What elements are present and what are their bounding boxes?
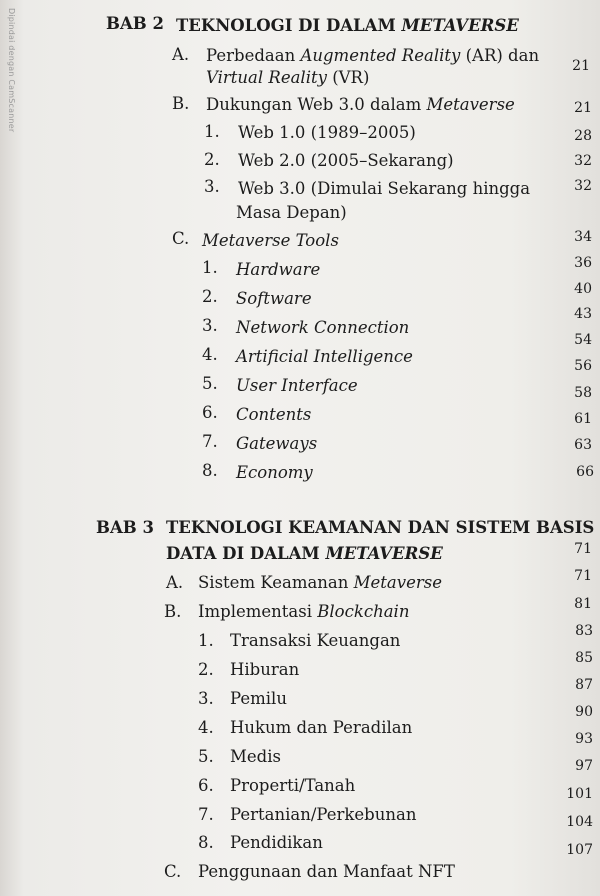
section-3a-page: 71 xyxy=(574,568,592,584)
item-title: Web 1.0 (1989–2005) xyxy=(238,123,416,142)
item-page: 56 xyxy=(574,358,592,374)
section-3a-title: Sistem Keamanan Metaverse xyxy=(198,573,442,592)
section-2b-title: Dukungan Web 3.0 dalam Metaverse xyxy=(206,95,515,114)
item-page: 85 xyxy=(575,650,593,666)
chapter-3-title-line1: TEKNOLOGI KEAMANAN DAN SISTEM BASIS xyxy=(166,518,595,537)
item-number: 5. xyxy=(198,747,214,766)
item-title: Hukum dan Peradilan xyxy=(230,718,413,737)
chapter-3-page: 71 xyxy=(574,541,592,557)
item-page: 36 xyxy=(574,255,592,271)
item-page: 87 xyxy=(575,677,593,693)
section-3b-title: Implementasi Blockchain xyxy=(198,602,410,621)
section-3c-letter: C. xyxy=(164,862,182,881)
item-title: Web 2.0 (2005–Sekarang) xyxy=(238,151,454,170)
item-page: 93 xyxy=(575,731,593,747)
item-title: Software xyxy=(236,289,312,308)
section-2c-page: 34 xyxy=(574,229,592,245)
item-title: Hiburan xyxy=(230,660,300,679)
item-number: 4. xyxy=(202,345,218,364)
item-number: 2. xyxy=(198,660,214,679)
item-number: 7. xyxy=(198,805,214,824)
item-number: 8. xyxy=(198,833,214,852)
item-page: 90 xyxy=(575,704,593,720)
item-page: 58 xyxy=(574,385,592,401)
item-page: 40 xyxy=(574,281,592,297)
section-2a-title-line2: Virtual Reality (VR) xyxy=(206,68,370,87)
item-title: Network Connection xyxy=(236,318,410,337)
item-title: Contents xyxy=(236,405,312,424)
section-3b-page: 81 xyxy=(574,596,592,612)
item-page: 104 xyxy=(566,814,593,830)
item-title: Transaksi Keuangan xyxy=(230,631,401,650)
item-title: Pertanian/Perkebunan xyxy=(230,805,417,824)
item-number: 7. xyxy=(202,432,218,451)
section-3b-letter: B. xyxy=(164,602,182,621)
chapter-2-label: BAB 2 xyxy=(106,14,164,33)
item-number: 2. xyxy=(202,287,218,306)
item-page: 83 xyxy=(575,623,593,639)
item-title-line2: Masa Depan) xyxy=(236,203,347,222)
item-title: Medis xyxy=(230,747,281,766)
item-number: 1. xyxy=(204,122,220,141)
item-page: 32 xyxy=(574,153,592,169)
item-title: User Interface xyxy=(236,376,358,395)
item-number: 4. xyxy=(198,718,214,737)
item-title: Pendidikan xyxy=(230,833,323,852)
section-2c-letter: C. xyxy=(172,229,190,248)
section-3a-letter: A. xyxy=(166,573,184,592)
item-number: 1. xyxy=(198,631,214,650)
item-title: Pemilu xyxy=(230,689,287,708)
section-2c-title: Metaverse Tools xyxy=(202,231,339,250)
section-2b-letter: B. xyxy=(172,94,190,113)
section-3c-title: Penggunaan dan Manfaat NFT xyxy=(198,862,455,881)
item-number: 8. xyxy=(202,461,218,480)
item-number: 6. xyxy=(202,403,218,422)
item-title: Hardware xyxy=(236,260,321,279)
item-page: 101 xyxy=(566,786,593,802)
section-2a-page: 21 xyxy=(572,58,590,74)
item-title: Artificial Intelligence xyxy=(236,347,413,366)
item-number: 3. xyxy=(204,177,220,196)
item-page: 97 xyxy=(575,758,593,774)
item-title: Web 3.0 (Dimulai Sekarang hingga xyxy=(238,179,531,198)
item-page: 63 xyxy=(574,437,592,453)
chapter-3-label: BAB 3 xyxy=(96,518,154,537)
item-title: Properti/Tanah xyxy=(230,776,356,795)
item-number: 1. xyxy=(202,258,218,277)
item-page: 66 xyxy=(576,464,594,480)
chapter-2-title: TEKNOLOGI DI DALAM METAVERSE xyxy=(176,16,519,35)
item-number: 6. xyxy=(198,776,214,795)
item-page: 54 xyxy=(574,332,592,348)
section-2a-title-line1: Perbedaan Augmented Reality (AR) dan xyxy=(206,46,540,65)
item-title: Economy xyxy=(236,463,313,482)
section-2b-page: 21 xyxy=(574,100,592,116)
item-page: 107 xyxy=(566,842,593,858)
item-title: Gateways xyxy=(236,434,318,453)
item-page: 32 xyxy=(574,178,592,194)
item-number: 5. xyxy=(202,374,218,393)
item-page: 43 xyxy=(574,306,592,322)
section-2a-letter: A. xyxy=(172,45,190,64)
item-page: 28 xyxy=(574,128,592,144)
item-number: 3. xyxy=(202,316,218,335)
item-number: 3. xyxy=(198,689,214,708)
item-page: 61 xyxy=(574,411,592,427)
chapter-3-title-line2: DATA DI DALAM METAVERSE xyxy=(166,544,443,563)
camscanner-watermark: Dipindai dengan CamScanner xyxy=(7,8,16,133)
item-number: 2. xyxy=(204,150,220,169)
